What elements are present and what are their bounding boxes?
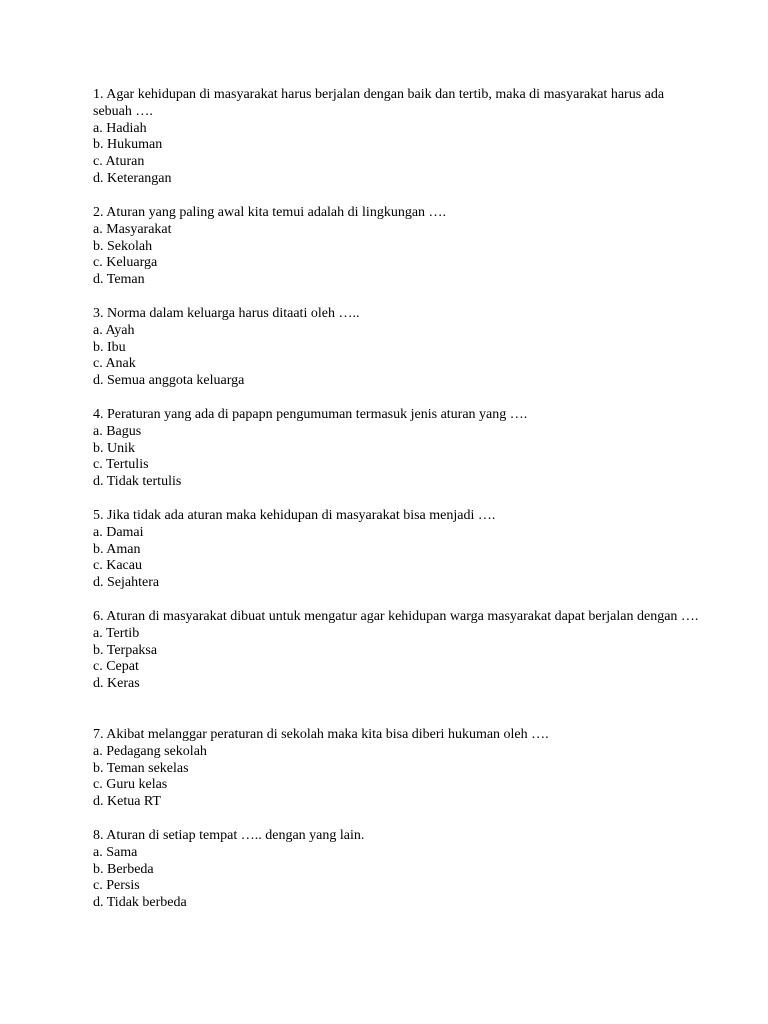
question-6-option-d: d. Keras: [93, 676, 140, 692]
question-2-text: 2. Aturan yang paling awal kita temui adalah di lingkungan ….: [93, 205, 447, 220]
question-7: [93, 727, 703, 811]
question-6: [93, 609, 703, 693]
question-7-option-c: c. Guru kelas: [93, 777, 168, 793]
question-5-option-d: d. Sejahtera: [93, 575, 160, 591]
question-4-option-d: d. Tidak tertulis: [93, 474, 182, 490]
question-4-option-a: a. Bagus: [93, 423, 142, 439]
question-3-options: [93, 323, 703, 390]
question-3-option-c: c. Anak: [93, 356, 136, 372]
question-1-text: 1. Agar kehidupan di masyarakat harus berjalan dengan baik dan tertib, maka di masyarakat harus ada sebuah ….: [93, 87, 665, 119]
question-1-option-c: c. Aturan: [93, 154, 145, 170]
question-3-option-b: b. Ibu: [93, 339, 126, 355]
question-2-option-c: c. Keluarga: [93, 255, 158, 271]
question-8-option-d: d. Tidak berbeda: [93, 895, 187, 911]
question-7-option-d: d. Ketua RT: [93, 794, 161, 810]
question-3-option-a: a. Ayah: [93, 322, 135, 338]
question-2-options: [93, 222, 703, 289]
question-5: [93, 508, 703, 592]
question-2: [93, 205, 703, 289]
question-7-text: 7. Akibat melanggar peraturan di sekolah maka kita bisa diberi hukuman oleh ….: [93, 727, 549, 742]
question-7-option-b: b. Teman sekelas: [93, 760, 189, 776]
question-8-option-a: a. Sama: [93, 844, 138, 860]
question-8-text: 8. Aturan di setiap tempat ….. dengan yang lain.: [93, 828, 365, 843]
question-5-option-c: c. Kacau: [93, 558, 142, 574]
question-5-option-a: a. Damai: [93, 524, 144, 540]
question-1-options: [93, 121, 703, 188]
question-4-text: 4. Peraturan yang ada di papapn pengumuman termasuk jenis aturan yang ….: [93, 407, 528, 422]
question-4: [93, 407, 703, 491]
question-7-options: [93, 744, 703, 811]
question-8: [93, 828, 703, 912]
question-6-option-a: a. Tertib: [93, 625, 140, 641]
question-4-options: [93, 424, 703, 491]
question-2-option-d: d. Teman: [93, 272, 145, 288]
question-6-option-c: c. Cepat: [93, 659, 139, 675]
question-8-option-b: b. Berbeda: [93, 861, 154, 877]
question-5-text: 5. Jika tidak ada aturan maka kehidupan di masyarakat bisa menjadi ….: [93, 508, 496, 523]
question-6-options: [93, 626, 703, 693]
question-6-text: 6. Aturan di masyarakat dibuat untuk mengatur agar kehidupan warga masyarakat dapat berjalan dengan ….: [93, 609, 699, 624]
question-1: [93, 87, 703, 188]
question-4-option-b: b. Unik: [93, 440, 135, 456]
question-3-text: 3. Norma dalam keluarga harus ditaati oleh …..: [93, 306, 360, 321]
question-1-option-b: b. Hukuman: [93, 137, 163, 153]
question-2-option-b: b. Sekolah: [93, 238, 153, 254]
question-4-option-c: c. Tertulis: [93, 457, 149, 473]
question-1-option-d: d. Keterangan: [93, 170, 172, 186]
question-3-option-d: d. Semua anggota keluarga: [93, 373, 245, 389]
question-1-option-a: a. Hadiah: [93, 120, 147, 136]
question-5-option-b: b. Aman: [93, 541, 141, 557]
question-5-options: [93, 525, 703, 592]
question-7-option-a: a. Pedagang sekolah: [93, 743, 207, 759]
question-8-options: [93, 845, 703, 912]
question-8-option-c: c. Persis: [93, 878, 140, 894]
question-3: [93, 306, 703, 390]
question-2-option-a: a. Masyarakat: [93, 221, 172, 237]
question-6-option-b: b. Terpaksa: [93, 642, 158, 658]
